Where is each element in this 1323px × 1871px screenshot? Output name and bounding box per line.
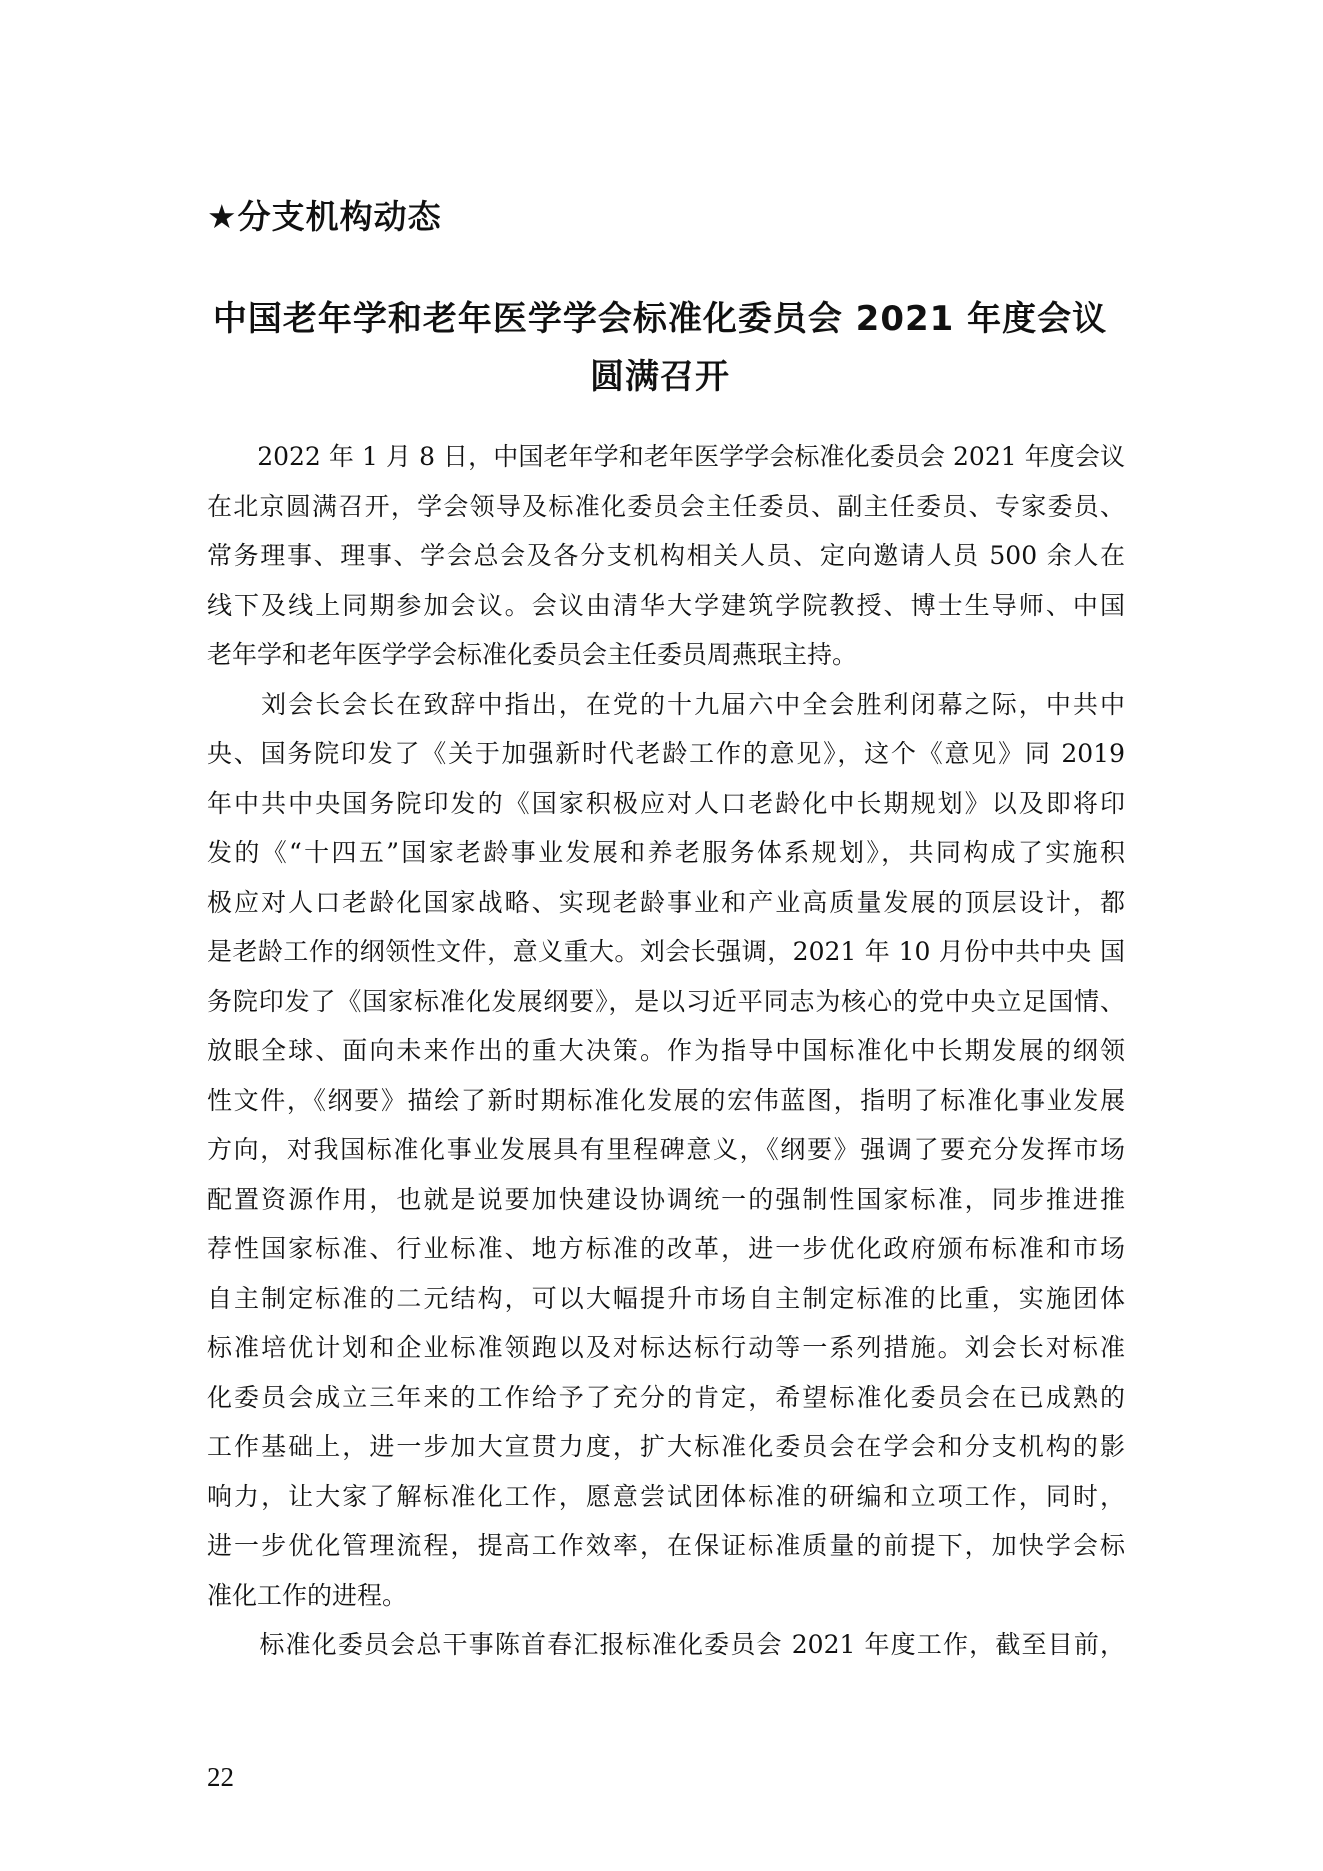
paragraph-line: 是老龄工作的纲领性文件，意义重大。刘会长强调，2021 年 10 月份中共中央 国 xyxy=(207,937,1125,966)
paragraph-line: 标准化委员会总干事陈首春汇报标准化委员会 2021 年度工作，截至目前， xyxy=(207,1630,1125,1659)
paragraph-line: 配置资源作用，也就是说要加快建设协调统一的强制性国家标准，同步推进推 xyxy=(207,1184,1125,1214)
paragraph-line: 务院印发了《国家标准化发展纲要》，是以习近平同志为核心的党中央立足国情、 xyxy=(207,986,1125,1016)
paragraph-line: 进一步优化管理流程，提高工作效率，在保证标准质量的前提下，加快学会标 xyxy=(207,1531,1125,1560)
paragraph-line: 方向，对我国标准化事业发展具有里程碑意义，《纲要》强调了要充分发挥市场 xyxy=(207,1135,1125,1164)
paragraph-line: 发的《“十四五”国家老龄事业发展和养老服务体系规划》，共同构成了实施积 xyxy=(207,838,1125,867)
page-number: 22 xyxy=(207,1762,234,1792)
paragraph-line: 放眼全球、面向未来作出的重大决策。作为指导中国标准化中长期发展的纲领 xyxy=(207,1036,1125,1065)
paragraph-line: 刘会长会长在致辞中指出，在党的十九届六中全会胜利闭幕之际，中共中 xyxy=(207,689,1125,719)
paragraph-line: 极应对人口老龄化国家战略、实现老龄事业和产业高质量发展的顶层设计，都 xyxy=(207,887,1125,917)
paragraph-line: 荐性国家标准、行业标准、地方标准的改革，进一步优化政府颁布标准和市场 xyxy=(207,1234,1125,1263)
paragraph-line: 央、国务院印发了《关于加强新时代老龄工作的意见》，这个《意见》同 2019 xyxy=(207,739,1125,768)
article-title xyxy=(200,290,1120,406)
paragraph-line: 响力，让大家了解标准化工作，愿意尝试团体标准的研编和立项工作，同时， xyxy=(207,1481,1125,1511)
paragraph-line: 2022 年 1 月 8 日，中国老年学和老年医学学会标准化委员会 2021 年度会议 xyxy=(207,442,1125,471)
paragraph-line: 线下及线上同期参加会议。会议由清华大学建筑学院教授、博士生导师、中国 xyxy=(207,590,1125,620)
paragraph xyxy=(207,432,1125,680)
article-title-line: 中国老年学和老年医学学会标准化委员会 2021 年度会议 xyxy=(212,299,1108,339)
article-body xyxy=(207,432,1125,1670)
paragraph-line: 性文件，《纲要》描绘了新时期标准化发展的宏伟蓝图，指明了标准化事业发展 xyxy=(207,1085,1125,1115)
paragraph-line: 在北京圆满召开，学会领导及标准化委员会主任委员、副主任委员、专家委员、 xyxy=(207,491,1125,521)
paragraph-line: 常务理事、理事、学会总会及各分支机构相关人员、定向邀请人员 500 余人在 xyxy=(207,541,1125,570)
section-heading: ★分支机构动态 xyxy=(207,197,442,236)
paragraph-line: 自主制定标准的二元结构，可以大幅提升市场自主制定标准的比重，实施团体 xyxy=(207,1283,1125,1313)
paragraph-line: 化委员会成立三年来的工作给予了充分的肯定，希望标准化委员会在已成熟的 xyxy=(207,1382,1125,1412)
paragraph xyxy=(207,1620,1125,1670)
paragraph-line: 工作基础上，进一步加大宣贯力度，扩大标准化委员会在学会和分支机构的影 xyxy=(207,1432,1125,1461)
paragraph-line: 准化工作的进程。 xyxy=(207,1580,408,1610)
paragraph xyxy=(207,680,1125,1621)
paragraph-line: 年中共中央国务院印发的《国家积极应对人口老龄化中长期规划》以及即将印 xyxy=(207,788,1125,818)
paragraph-line: 标准培优计划和企业标准领跑以及对标达标行动等一系列措施。刘会长对标准 xyxy=(207,1333,1125,1362)
article-title-line: 圆满召开 xyxy=(590,357,730,397)
paragraph-line: 老年学和老年医学学会标准化委员会主任委员周燕珉主持。 xyxy=(207,640,858,669)
